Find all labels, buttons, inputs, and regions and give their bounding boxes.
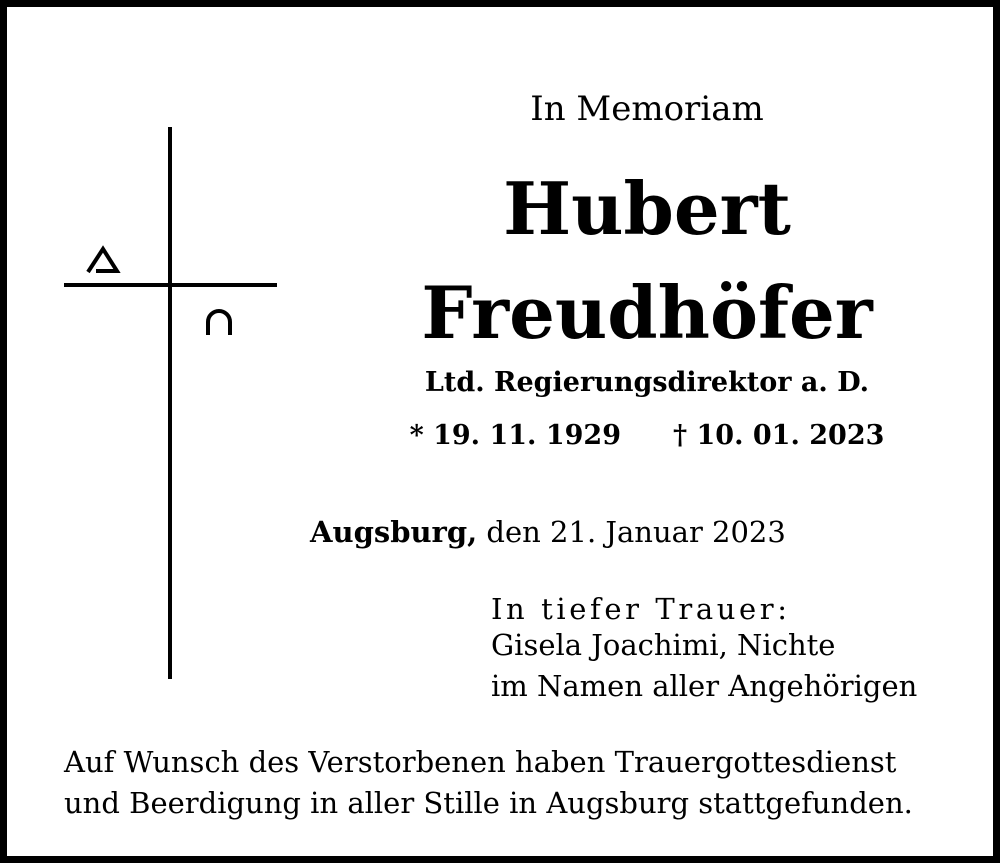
deceased-title: Ltd. Regierungsdirektor a. D. [424,367,870,398]
life-dates [307,420,987,451]
mourners-heading: In tiefer Trauer: [491,592,791,626]
deceased-first-name: Hubert [503,166,791,251]
alpha-icon [85,245,121,275]
funeral-note-line-2: und Beerdigung in aller Stille in Augsburg stattgefunden. [64,786,913,820]
memoriam-heading: In Memoriam [530,89,764,129]
deceased-last-name: Freudhöfer [421,270,873,355]
notice-date: den 21. Januar 2023 [477,515,786,549]
funeral-note-line-1: Auf Wunsch des Verstorbenen haben Trauergottesdienst [64,745,897,779]
mourner-name: Gisela Joachimi, Nichte [491,628,836,662]
place-and-date [310,514,786,550]
mourners-on-behalf: im Namen aller Angehörigen [491,669,918,703]
cross-bar [64,283,277,287]
death-date: † 10. 01. 2023 [673,420,885,451]
omega-icon [202,307,236,337]
place-city: Augsburg, [310,515,478,549]
cross-icon [168,127,172,679]
birth-date: * 19. 11. 1929 [409,420,621,451]
